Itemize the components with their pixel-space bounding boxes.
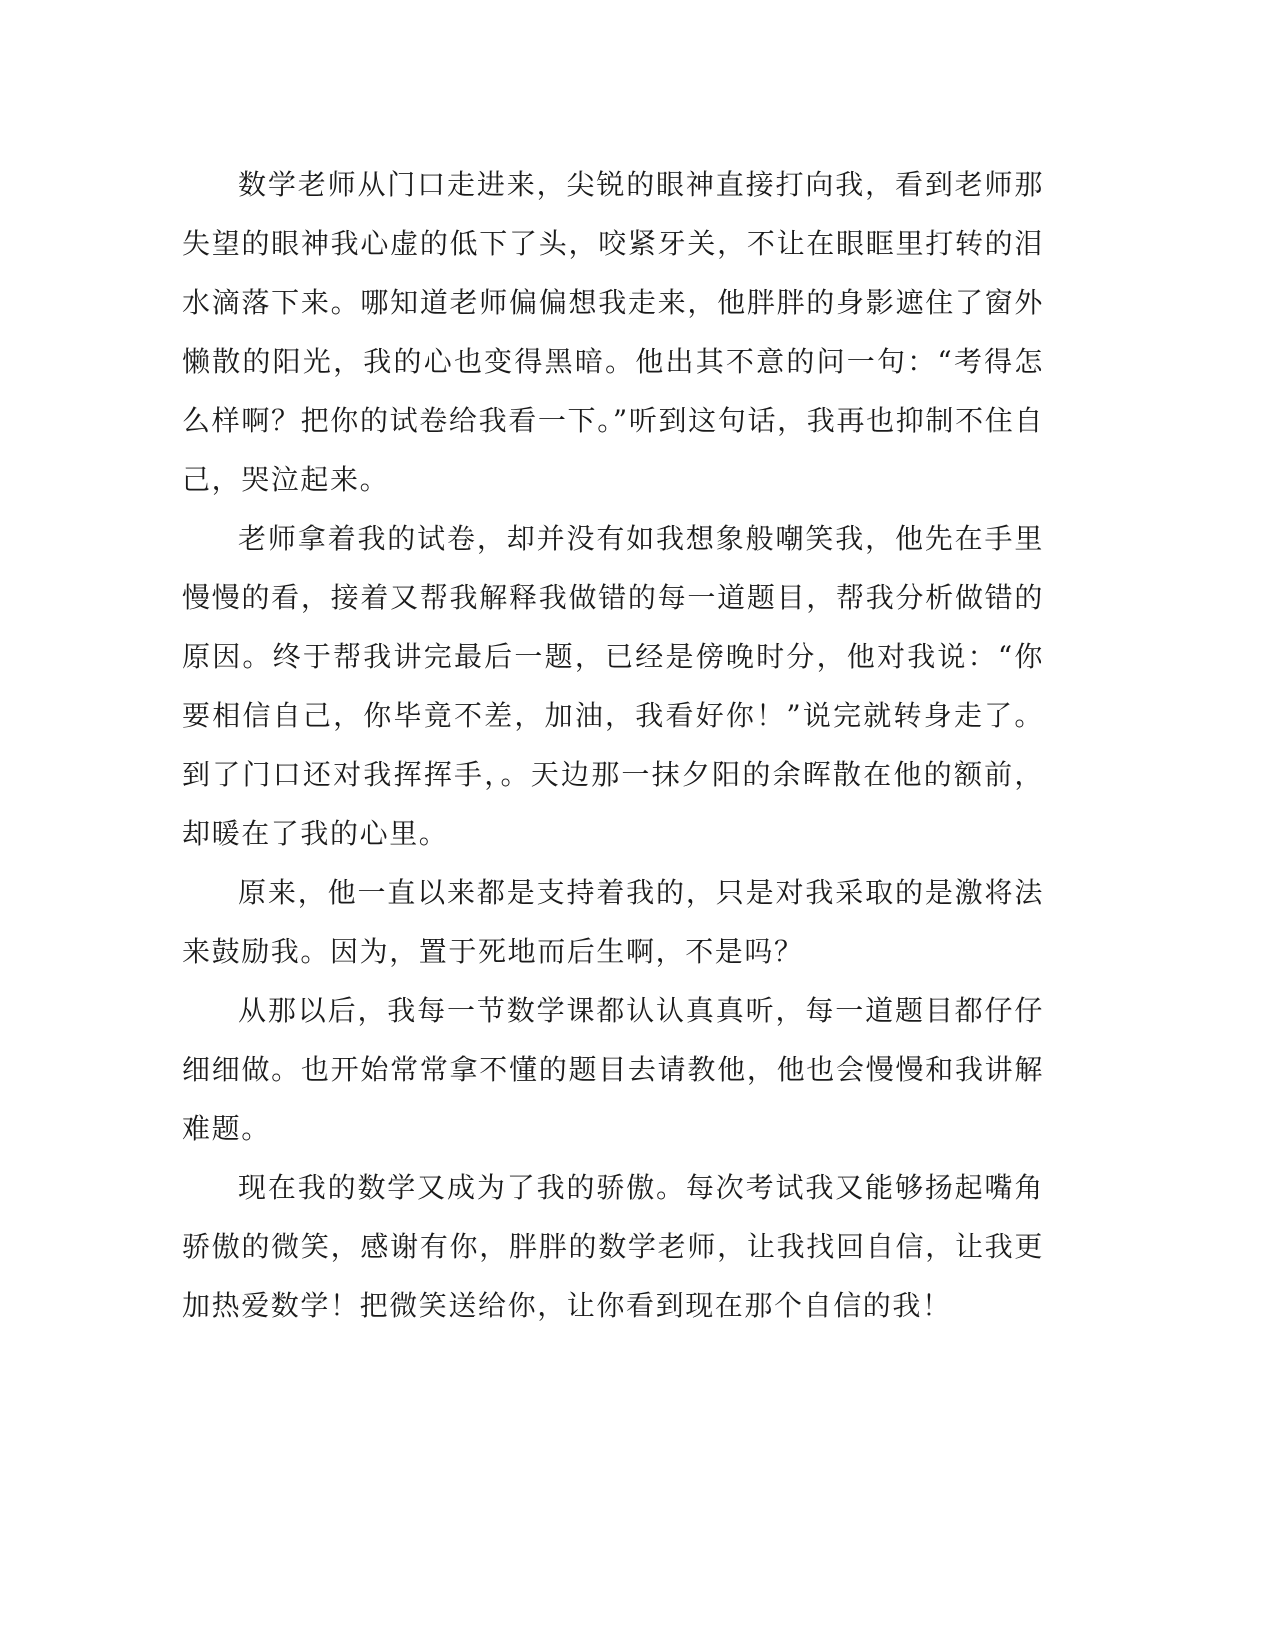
paragraph-conclusion: 现在我的数学又成为了我的骄傲。每次考试我又能够扬起嘴角骄傲的微笑，感谢有你，胖胖的数学老师，让我找回自信，让我更加热爱数学！把微笑送给你，让你看到现在那个自信的我！ bbox=[182, 1171, 1044, 1322]
paragraph-realization: 原来，他一直以来都是支持着我的，只是对我采取的是激将法来鼓励我。因为，置于死地而后生啊，不是吗？ bbox=[182, 876, 1044, 968]
paragraph-studying-hard: 从那以后，我每一节数学课都认认真真听，每一道题目都仔仔细细做。也开始常常拿不懂的题目去请教他，他也会慢慢和我讲解难题。 bbox=[182, 994, 1044, 1145]
document-body bbox=[182, 155, 1044, 1335]
paragraph-teacher-explains: 老师拿着我的试卷，却并没有如我想象般嘲笑我，他先在手里慢慢的看，接着又帮我解释我做错的每一道题目，帮我分析做错的原因。终于帮我讲完最后一题，已经是傍晚时分，他对我说：“你要相信自己，你毕竟不差，加油，我看好你！”说完就转身走了。到了门口还对我挥挥手，。天边那一抹夕阳的余晖散在他的额前，却暖在了我的心里。 bbox=[182, 522, 1044, 850]
paragraph-teacher-enters: 数学老师从门口走进来，尖锐的眼神直接打向我，看到老师那失望的眼神我心虚的低下了头，咬紧牙关，不让在眼眶里打转的泪水滴落下来。哪知道老师偏偏想我走来，他胖胖的身影遮住了窗外懒散的阳光，我的心也变得黑暗。他出其不意的问一句：“考得怎么样啊？把你的试卷给我看一下。”听到这句话，我再也抑制不住自己，哭泣起来。 bbox=[182, 168, 1044, 496]
